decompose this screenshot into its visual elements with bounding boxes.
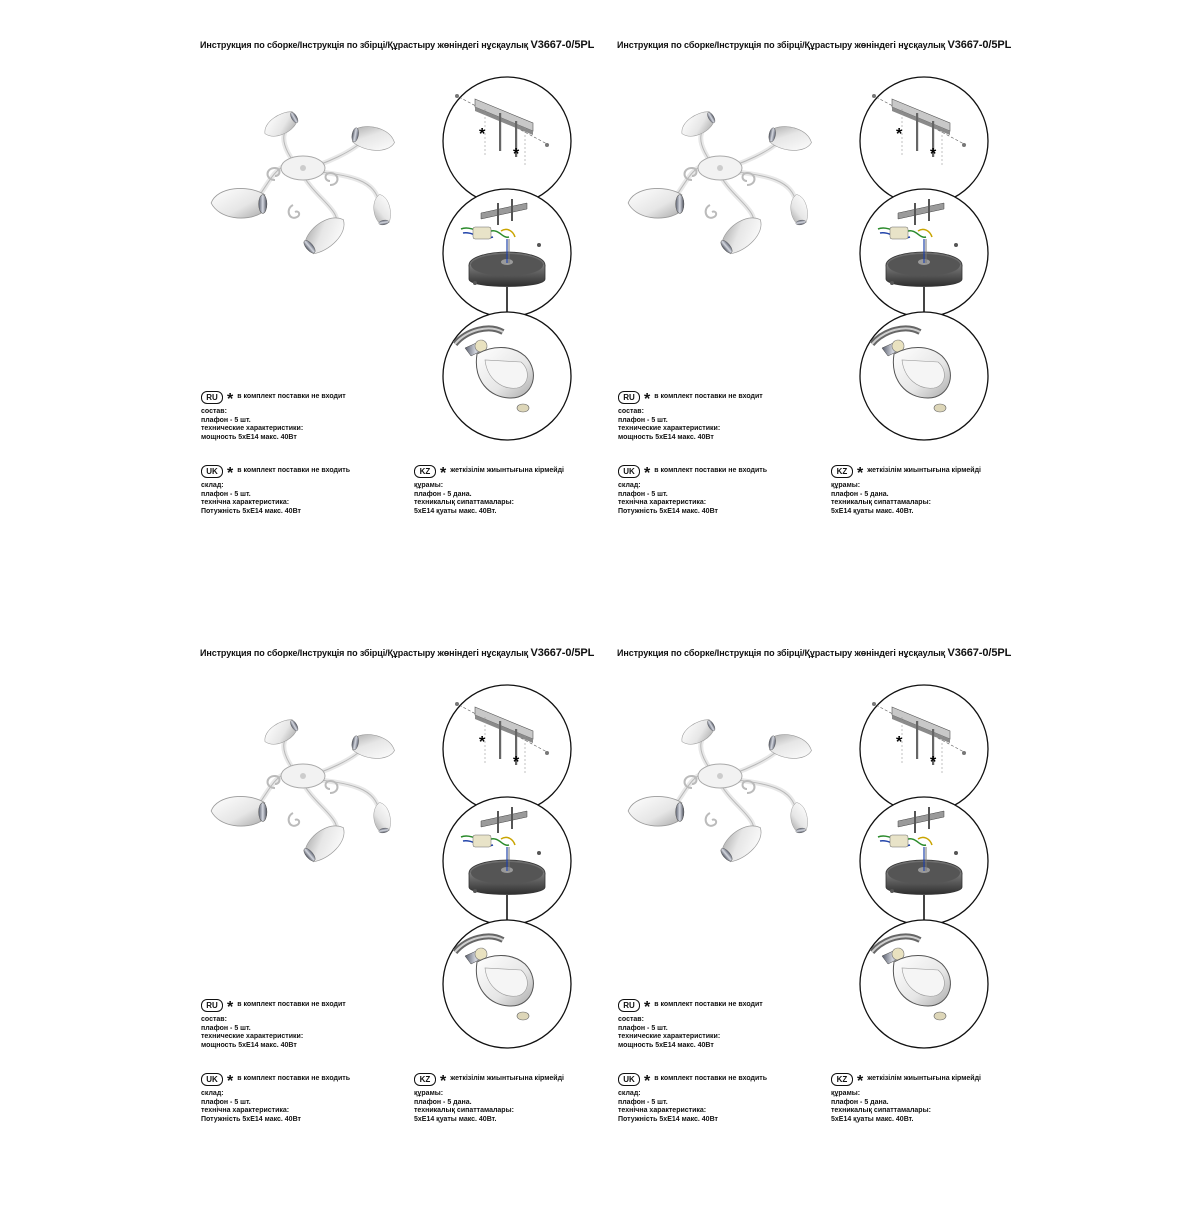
uk-block	[618, 1073, 767, 1124]
uk-block	[201, 1073, 350, 1124]
kz-line: техникалық сипаттамалары:	[831, 499, 931, 507]
ru-block	[618, 999, 763, 1050]
uk-note: в комплект поставки не входить	[237, 1075, 351, 1083]
kz-line: плафон - 5 дана.	[414, 1098, 472, 1106]
uk-line: плафон - 5 шт.	[201, 1098, 251, 1106]
kz-block	[831, 1073, 981, 1124]
ru-note: в комплект поставки не входит	[237, 393, 346, 401]
uk-badge: UK	[618, 1073, 640, 1086]
asterisk-icon: *	[440, 1072, 447, 1090]
kz-block	[831, 465, 981, 516]
kz-line: техникалық сипаттамалары:	[831, 1107, 931, 1115]
ru-line: технические характеристики:	[618, 1033, 721, 1041]
kz-line: плафон - 5 дана.	[831, 490, 889, 498]
ru-line: плафон - 5 шт.	[201, 1024, 251, 1032]
kz-line: плафон - 5 дана.	[831, 1098, 889, 1106]
ru-line: плафон - 5 шт.	[201, 416, 251, 424]
model-number: V3667-0/5PL	[530, 647, 595, 659]
kz-note: жеткізілім жиынтығына кірмейді	[450, 467, 564, 475]
asterisk-icon: *	[227, 390, 234, 408]
asterisk-icon: *	[644, 464, 651, 482]
uk-line: плафон - 5 шт.	[618, 490, 668, 498]
ru-line: мощность 5хЕ14 макс. 40Вт	[618, 1041, 714, 1049]
ru-badge: RU	[618, 391, 640, 404]
uk-line: склад:	[201, 1090, 224, 1097]
chandelier-drawing	[205, 110, 395, 280]
ru-badge: RU	[618, 999, 640, 1012]
uk-line: Потужність 5хЕ14 макс. 40Вт	[201, 507, 301, 515]
kz-line: құрамы:	[414, 1090, 444, 1097]
asterisk-icon: *	[227, 464, 234, 482]
chandelier-drawing	[205, 718, 395, 888]
kz-badge: KZ	[831, 1073, 853, 1086]
uk-line: Потужність 5хЕ14 макс. 40Вт	[201, 1115, 301, 1123]
asterisk-icon: *	[644, 998, 651, 1016]
ru-line: плафон - 5 шт.	[618, 1024, 668, 1032]
ru-line: состав:	[201, 408, 227, 415]
uk-line: склад:	[201, 482, 224, 489]
uk-line: плафон - 5 шт.	[201, 490, 251, 498]
ru-badge: RU	[201, 391, 223, 404]
kz-badge: KZ	[831, 465, 853, 478]
uk-line: технічна характеристика:	[201, 499, 290, 507]
kz-badge: KZ	[414, 1073, 436, 1086]
ru-line: состав:	[618, 408, 644, 415]
asterisk-icon: *	[227, 1072, 234, 1090]
uk-badge: UK	[618, 465, 640, 478]
kz-line: 5хЕ14 қуаты макс. 40Вт.	[831, 1115, 914, 1123]
uk-line: склад:	[618, 482, 641, 489]
uk-line: технічна характеристика:	[618, 499, 707, 507]
chandelier-drawing	[622, 718, 812, 888]
ru-block	[618, 391, 763, 442]
shade-install-diagram	[858, 310, 990, 442]
uk-block	[201, 465, 350, 516]
uk-line: Потужність 5хЕ14 макс. 40Вт	[618, 1115, 718, 1123]
kz-note: жеткізілім жиынтығына кірмейді	[450, 1075, 564, 1083]
wiring-diagram	[858, 795, 990, 927]
ru-line: технические характеристики:	[201, 1033, 304, 1041]
kz-line: 5хЕ14 қуаты макс. 40Вт.	[414, 1115, 497, 1123]
uk-line: плафон - 5 шт.	[618, 1098, 668, 1106]
ru-badge: RU	[201, 999, 223, 1012]
uk-line: склад:	[618, 1090, 641, 1097]
asterisk-icon: *	[440, 464, 447, 482]
ru-note: в комплект поставки не входит	[237, 1001, 346, 1009]
asterisk-icon: *	[227, 998, 234, 1016]
model-number: V3667-0/5PL	[947, 39, 1012, 51]
kz-line: техникалық сипаттамалары:	[414, 499, 514, 507]
asterisk-icon: *	[644, 390, 651, 408]
ru-line: мощность 5хЕ14 макс. 40Вт	[201, 433, 297, 441]
kz-line: плафон - 5 дана.	[414, 490, 472, 498]
uk-note: в комплект поставки не входить	[654, 467, 768, 475]
sheet-title: Инструкция по сборке/Інструкція по збірці/Құрастыру жөніндегі нұсқаулық V3667-0/5PL	[200, 39, 595, 51]
kz-line: құрамы:	[831, 1090, 861, 1097]
model-number: V3667-0/5PL	[947, 647, 1012, 659]
kz-line: техникалық сипаттамалары:	[414, 1107, 514, 1115]
uk-note: в комплект поставки не входить	[237, 467, 351, 475]
uk-line: технічна характеристика:	[618, 1107, 707, 1115]
ru-block	[201, 391, 346, 442]
ru-line: состав:	[201, 1016, 227, 1023]
sheet-title: Инструкция по сборке/Інструкція по збірці/Құрастыру жөніндегі нұсқаулық V3667-0/5PL	[617, 39, 1012, 51]
ru-line: технические характеристики:	[201, 425, 304, 433]
ru-block	[201, 999, 346, 1050]
shade-install-diagram	[858, 918, 990, 1050]
uk-line: Потужність 5хЕ14 макс. 40Вт	[618, 507, 718, 515]
instruction-sheet-2	[417, 0, 1017, 600]
ru-note: в комплект поставки не входит	[654, 393, 763, 401]
kz-line: құрамы:	[831, 482, 861, 489]
uk-line: технічна характеристика:	[201, 1107, 290, 1115]
ru-line: мощность 5хЕ14 макс. 40Вт	[618, 433, 714, 441]
uk-badge: UK	[201, 1073, 223, 1086]
kz-note: жеткізілім жиынтығына кірмейді	[867, 467, 981, 475]
asterisk-icon: *	[857, 464, 864, 482]
kz-note: жеткізілім жиынтығына кірмейді	[867, 1075, 981, 1083]
ru-line: плафон - 5 шт.	[618, 416, 668, 424]
ru-line: мощность 5хЕ14 макс. 40Вт	[201, 1041, 297, 1049]
uk-badge: UK	[201, 465, 223, 478]
asterisk-icon: *	[857, 1072, 864, 1090]
ru-note: в комплект поставки не входит	[654, 1001, 763, 1009]
ru-line: состав:	[618, 1016, 644, 1023]
ru-line: технические характеристики:	[618, 425, 721, 433]
chandelier-drawing	[622, 110, 812, 280]
wiring-diagram	[858, 187, 990, 319]
sheet-title: Инструкция по сборке/Інструкція по збірці/Құрастыру жөніндегі нұсқаулық V3667-0/5PL	[617, 647, 1012, 659]
uk-note: в комплект поставки не входить	[654, 1075, 768, 1083]
model-number: V3667-0/5PL	[530, 39, 595, 51]
kz-badge: KZ	[414, 465, 436, 478]
kz-line: 5хЕ14 қуаты макс. 40Вт.	[831, 507, 914, 515]
kz-line: құрамы:	[414, 482, 444, 489]
uk-block	[618, 465, 767, 516]
asterisk-icon: *	[644, 1072, 651, 1090]
kz-line: 5хЕ14 қуаты макс. 40Вт.	[414, 507, 497, 515]
sheet-title: Инструкция по сборке/Інструкція по збірці/Құрастыру жөніндегі нұсқаулық V3667-0/5PL	[200, 647, 595, 659]
instruction-sheet-4	[417, 608, 1017, 1208]
